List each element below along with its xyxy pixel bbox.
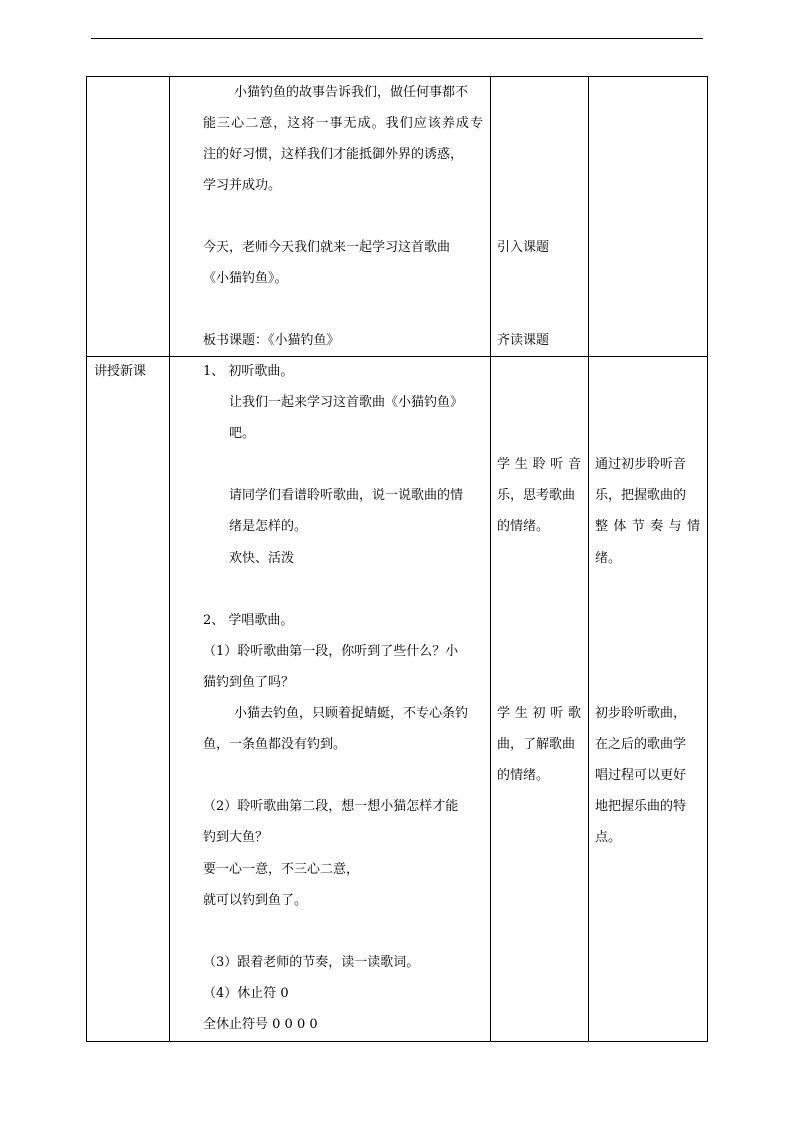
column-divider-1 [169,77,170,1041]
row-divider [87,356,707,357]
column-divider-3 [588,77,589,1041]
row1-paragraph2-line2: 《小猫钓鱼》。 [203,271,288,286]
row2-text-a1-line2: 吧。 [229,426,256,441]
row2-intent-2-line4: 地把握乐曲的特 [595,799,687,814]
row2-text-b5: 就可以钓到鱼了。 [203,893,308,908]
row2-intent-1-line4: 绪。 [595,551,622,566]
row2-text-a2-line2: 绪是怎样的。 [229,519,308,534]
row2-text-a1-line1: 让我们一起来学习这首歌曲《小猫钓鱼》 [229,395,464,410]
row1-paragraph1-line3: 注的好习惯，这样我们才能抵御外界的诱惑， [203,147,464,162]
row2-text-b6: （3）跟着老师的节奏，读一读歌词。 [203,955,420,970]
row2-text-a2-line1: 请同学们看谱聆听歌曲，说一说歌曲的情 [229,488,464,503]
lesson-plan-table [86,76,708,1042]
row2-student-1-line1: 学生聆听音 [497,457,581,472]
row2-text-b2-line2: 鱼，一条鱼都没有钓到。 [203,737,347,752]
row2-text-b4: 要一心一意，不三心二意， [203,862,360,877]
row2-student-2-line3: 的情绪。 [497,768,550,783]
header-rule [91,38,703,39]
row2-intent-2-line3: 唱过程可以更好 [595,768,687,783]
row2-text-b3-line2: 钓到大鱼？ [203,830,269,845]
row2-text-b7: （4）休止符 0 [203,986,289,1001]
row2-text-b2-line1: 小猫去钓鱼，只顾着捉蜻蜓，不专心条钓 [234,706,469,721]
row2-student-1-line3: 的情绪。 [497,519,550,534]
row2-student-2-line1: 学生初听歌 [497,706,581,721]
row2-heading-2: 2、 学唱歌曲。 [203,613,294,628]
row1-student-activity-2: 齐读课题 [497,333,550,348]
row2-text-a3: 欢快、活泼 [229,551,295,566]
row1-paragraph1-line2: 能三心二意，这将一事无成。我们应该养成专 [203,116,483,131]
row2-text-b1-line2: 猫钓到鱼了吗？ [203,675,295,690]
row1-paragraph1-line4: 学习并成功。 [203,178,282,193]
row1-paragraph2-line1: 今天，老师今天我们就来一起学习这首歌曲 [203,240,451,255]
row2-heading-1: 1、 初听歌曲。 [203,364,294,379]
row1-paragraph1-line1: 小猫钓鱼的故事告诉我们，做任何事都不 [234,85,469,100]
row2-intent-2-line5: 点。 [595,830,622,845]
row2-student-1-line2: 乐，思考歌曲 [497,488,576,503]
row1-student-activity-1: 引入课题 [497,240,550,255]
row2-text-b8: 全休止符号 0 0 0 0 [203,1017,318,1032]
row1-board-title: 板书课题：《小猫钓鱼》 [203,333,340,348]
row2-intent-1-line2: 乐，把握歌曲的 [595,488,687,503]
row2-intent-2-line2: 在之后的歌曲学 [595,737,687,752]
row2-text-b1-line1: （1）聆听歌曲第一段，你听到了些什么？小 [203,644,459,659]
row2-intent-2-line1: 初步聆听歌曲， [595,706,687,721]
row2-text-b3-line1: （2）聆听歌曲第二段，想一想小猫怎样才能 [203,799,459,814]
row2-intent-1-line3: 整体节奏与情 [595,519,700,534]
column-divider-2 [490,77,491,1041]
row2-stage-label: 讲授新课 [94,364,147,379]
row2-intent-1-line1: 通过初步聆听音 [595,457,687,472]
row2-student-2-line2: 曲，了解歌曲 [497,737,576,752]
